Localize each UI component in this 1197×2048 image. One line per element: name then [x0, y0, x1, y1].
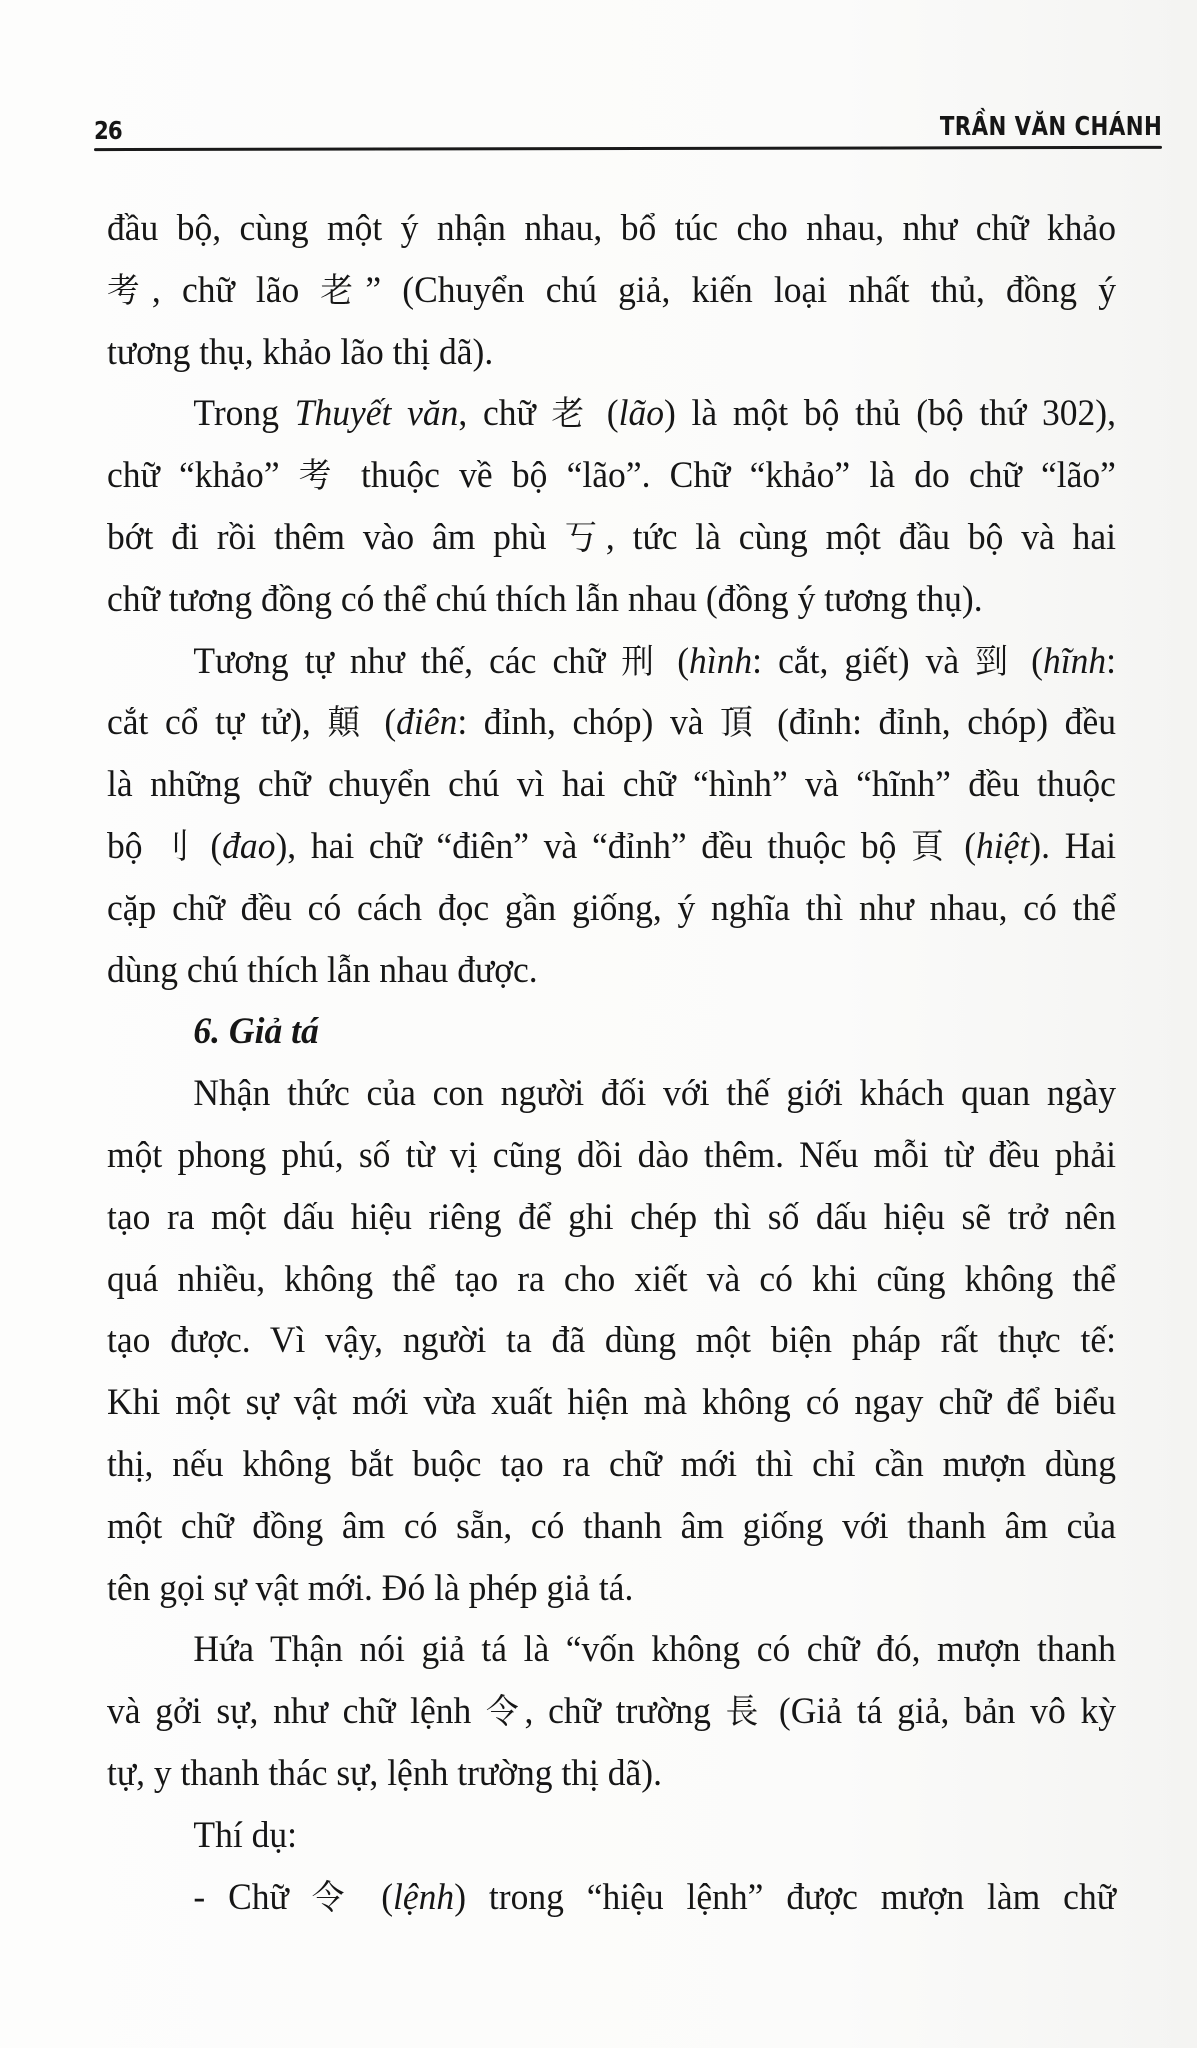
text-line: đầu bộ, cùng một ý nhận nhau, bổ túc cho nhau, như chữ khảo: [107, 208, 1116, 249]
page-number: 26: [94, 116, 122, 145]
cjk-character: 頂: [720, 703, 761, 744]
example-label: Thí dụ:: [193, 1814, 298, 1856]
cjk-character: 考: [107, 270, 152, 311]
running-header-author: TRẦN VĂN CHÁNH: [939, 112, 1162, 142]
body-text: [107, 198, 1158, 1928]
cjk-character: 丂: [564, 517, 606, 558]
text-line: một phong phú, số từ vị cũng dồi dào thêm. Nếu mỗi từ đều phải: [107, 1134, 1116, 1176]
cjk-character: 老: [320, 270, 366, 311]
cjk-character: 顛: [327, 703, 368, 744]
text-line: dùng chú thích lẫn nhau được.: [107, 949, 538, 991]
text-line: chữ tương đồng có thể chú thích lẫn nhau (đồng ý tương thụ).: [107, 578, 983, 620]
cjk-character: 刂: [157, 826, 196, 867]
text-line: và gởi sự, như chữ lệnh 令, chữ trường 長 (Giả tá giả, bản vô kỳ: [107, 1691, 1116, 1733]
cjk-character: 長: [725, 1692, 765, 1733]
text-line: quá nhiều, không thể tạo ra cho xiết và có khi cũng không thể: [107, 1258, 1116, 1300]
cjk-character: 刑: [621, 641, 662, 682]
cjk-character: 老: [551, 394, 592, 435]
text-line: là những chữ chuyển chú vì hai chữ “hình” và “hĩnh” đều thuộc: [107, 764, 1116, 806]
text-line: cặp chữ đều có cách đọc gần giống, ý nghĩa thì như nhau, có thể: [107, 887, 1116, 929]
cjk-character: 剄: [975, 641, 1016, 682]
section-heading: 6. Giả tá: [193, 1011, 319, 1053]
text-line: một chữ đồng âm có sẵn, có thanh âm giống với thanh âm của: [107, 1505, 1116, 1547]
text-line: chữ “khảo” 考 thuộc về bộ “lão”. Chữ “khảo” là do chữ “lão”: [107, 455, 1116, 497]
list-item: - Chữ 令 (lệnh) trong “hiệu lệnh” được mượn làm chữ: [193, 1876, 1116, 1918]
text-line: bớt đi rồi thêm vào âm phù 丂, tức là cùng một đầu bộ và hai: [107, 516, 1116, 558]
cjk-character: 頁: [911, 826, 950, 867]
text-line: tương thụ, khảo lão thị dã).: [107, 331, 494, 373]
text-line: Hứa Thận nói giả tá là “vốn không có chữ đó, mượn thanh: [193, 1629, 1116, 1671]
text-line: cắt cổ tự tử), 顛 (điên: đỉnh, chóp) và 頂 (đỉnh: đỉnh, chóp) đều: [107, 702, 1116, 744]
text-line: bộ 刂 (đao), hai chữ “điên” và “đỉnh” đều thuộc bộ 頁 (hiệt). Hai: [107, 825, 1116, 867]
text-line: Nhận thức của con người đối với thế giới khách quan ngày: [193, 1073, 1116, 1115]
text-line: Trong Thuyết văn, chữ 老 (lão) là một bộ thủ (bộ thứ 302),: [193, 393, 1116, 435]
cjk-character: 考: [298, 456, 342, 497]
text-line: Tương tự như thế, các chữ 刑 (hình: cắt, giết) và 剄 (hĩnh:: [193, 640, 1116, 682]
cjk-character: 令: [486, 1692, 525, 1733]
text-line: Khi một sự vật mới vừa xuất hiện mà không có ngay chữ để biểu: [107, 1382, 1116, 1424]
text-line: tạo ra một dấu hiệu riêng để ghi chép thì số dấu hiệu sẽ trở nên: [107, 1196, 1116, 1238]
text-line: tạo được. Vì vậy, người ta đã dùng một biện pháp rất thực tế:: [107, 1320, 1116, 1362]
text-line: thị, nếu không bắt buộc tạo ra chữ mới thì chỉ cần mượn dùng: [107, 1443, 1116, 1485]
text-line: tên gọi sự vật mới. Đó là phép giả tá.: [107, 1567, 634, 1609]
cjk-character: 令: [311, 1877, 359, 1918]
text-line: tự, y thanh thác sự, lệnh trường thị dã).: [107, 1752, 662, 1794]
text-line: 考, chữ lão 老” (Chuyển chú giả, kiến loại nhất thủ, đồng ý: [107, 269, 1116, 311]
